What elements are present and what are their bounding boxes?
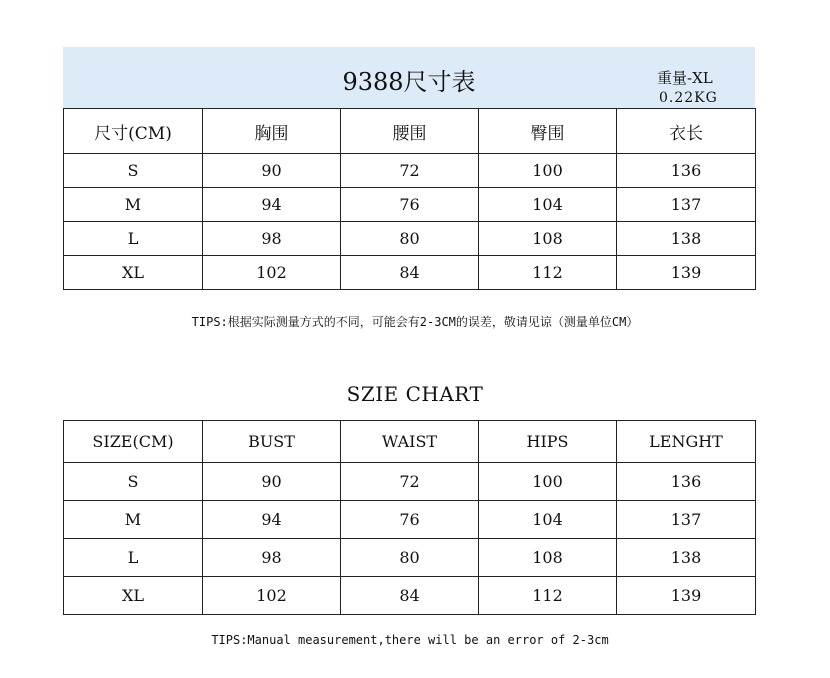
header-cell: HIPS: [479, 421, 617, 463]
table-cell: 108: [479, 222, 617, 256]
cn-size-table: [63, 108, 756, 290]
table-cell: M: [64, 501, 203, 539]
table-cell: M: [64, 188, 203, 222]
en-size-table: [63, 420, 756, 615]
header-cell: SIZE(CM): [64, 421, 203, 463]
table-cell: 136: [617, 154, 756, 188]
table-row: [64, 463, 756, 501]
table-header-row: [64, 109, 756, 154]
header-cell: WAIST: [341, 421, 479, 463]
header-cell: 腰围: [341, 109, 479, 154]
table-cell: 76: [341, 188, 479, 222]
table-cell: 102: [203, 577, 341, 615]
cn-tips-note: TIPS:根据实际测量方式的不同，可能会有2-3CM的误差，敬请见谅（测量单位CM）: [191, 315, 639, 329]
table-cell: 90: [203, 154, 341, 188]
header-cell: 臀围: [479, 109, 617, 154]
table-cell: 138: [617, 539, 756, 577]
table-row: [64, 222, 756, 256]
table-cell: 104: [479, 501, 617, 539]
table-cell: 112: [479, 577, 617, 615]
table-cell: 137: [617, 188, 756, 222]
table-cell: 84: [341, 577, 479, 615]
table-row: [64, 539, 756, 577]
cn-chart-title: 9388尺寸表: [342, 68, 476, 96]
table-cell: 76: [341, 501, 479, 539]
table-cell: S: [64, 463, 203, 501]
table-cell: 84: [341, 256, 479, 290]
header-cell: 胸围: [203, 109, 341, 154]
table-cell: L: [64, 539, 203, 577]
table-cell: 138: [617, 222, 756, 256]
cn-chart-header: [63, 47, 755, 108]
table-cell: L: [64, 222, 203, 256]
table-cell: 139: [617, 256, 756, 290]
table-row: [64, 577, 756, 615]
table-cell: XL: [64, 577, 203, 615]
header-cell: 衣长: [617, 109, 756, 154]
en-chart-title: SZIE CHART: [346, 382, 484, 406]
table-cell: 136: [617, 463, 756, 501]
table-cell: XL: [64, 256, 203, 290]
table-cell: 90: [203, 463, 341, 501]
table-cell: 137: [617, 501, 756, 539]
table-cell: S: [64, 154, 203, 188]
table-row: [64, 154, 756, 188]
table-cell: 98: [203, 539, 341, 577]
table-cell: 100: [479, 154, 617, 188]
header-cell: 尺寸(CM): [64, 109, 203, 154]
table-header-row: [64, 421, 756, 463]
table-cell: 112: [479, 256, 617, 290]
weight-label: 重量-XL: [657, 69, 713, 87]
table-row: [64, 256, 756, 290]
table-cell: 72: [341, 463, 479, 501]
table-cell: 98: [203, 222, 341, 256]
en-tips-note: TIPS:Manual measurement,there will be an error of 2-3cm: [211, 633, 609, 647]
header-cell: LENGHT: [617, 421, 756, 463]
table-cell: 102: [203, 256, 341, 290]
table-cell: 80: [341, 222, 479, 256]
table-cell: 80: [341, 539, 479, 577]
table-row: [64, 188, 756, 222]
table-cell: 72: [341, 154, 479, 188]
table-cell: 108: [479, 539, 617, 577]
table-cell: 94: [203, 501, 341, 539]
table-row: [64, 501, 756, 539]
table-cell: 139: [617, 577, 756, 615]
table-cell: 94: [203, 188, 341, 222]
header-cell: BUST: [203, 421, 341, 463]
table-cell: 100: [479, 463, 617, 501]
table-cell: 104: [479, 188, 617, 222]
weight-value: 0.22KG: [659, 90, 718, 106]
